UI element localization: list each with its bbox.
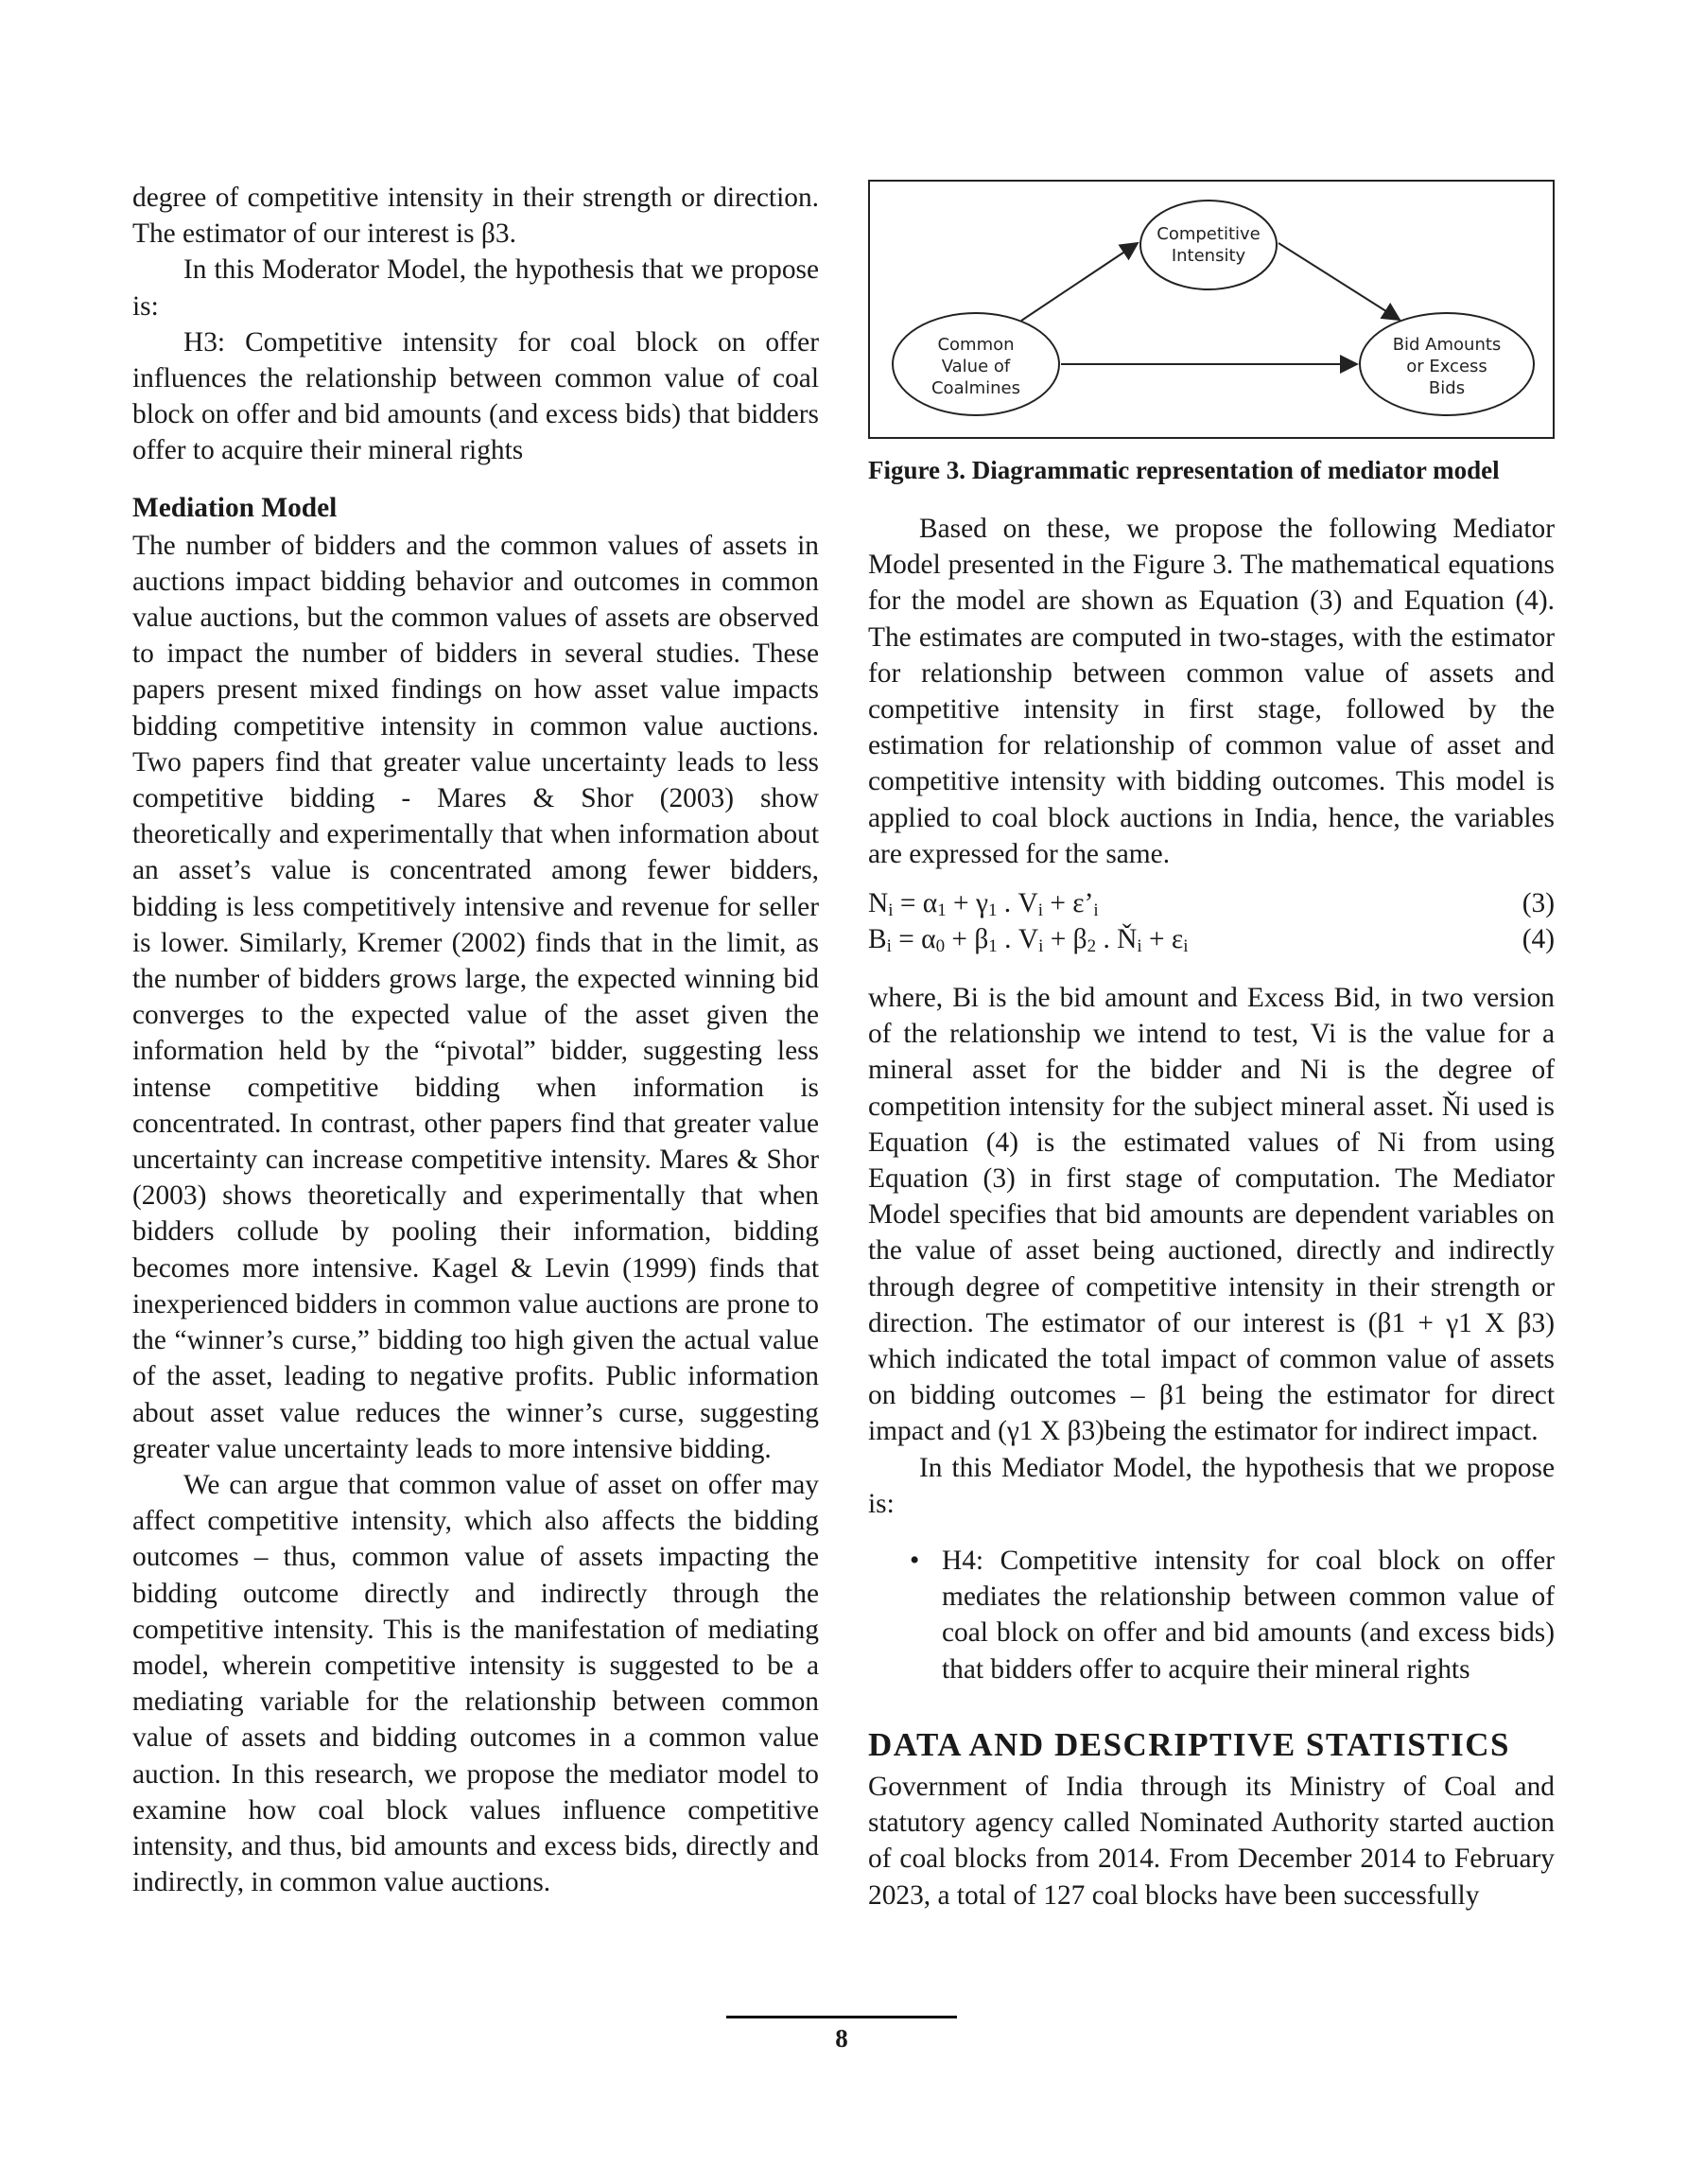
right-column [868,180,1555,1913]
paragraph: where, Bi is the bid amount and Excess Bid, in two version of the relationship we intend to test, Vi is the value for a mineral asset for the bidder and Ni is the degree of competition intensity for the subject mineral asset. Ňi used is Equation (4) is the estimated values of Ni from using Equation (3) in first stage of computation. The Mediator Model specifies that bid amounts are dependent variables on the value of asset being auctioned, directly and indirectly through degree of competitive intensity in their strength or direction. The estimator of our interest is (β1 + γ1 X β3) which indicated the total impact of common value of assets on bidding outcomes – β1 being the estimator for direct impact and (γ1 X β3)being the estimator for indirect impact. [868,983,1555,1447]
arrow-value-to-intensity [1021,243,1138,321]
paragraph: Government of India through its Ministry of Coal and statutory agency called Nominated Authority started auction of coal blocks from 2014. From December 2014 to February 2023, a total of 127 coal blocks have been successfully [868,1771,1555,1911]
diagram-svg [870,182,1553,437]
equation-3-body: $N_i = \alpha_1 + \gamma_1$ . $V_i$ + $\varepsilon’_i$ [868,888,1099,921]
left-column [132,180,819,1900]
node-label: or Excess [1406,357,1487,376]
page-number: 8 [835,2024,848,2053]
node-label: Value of [941,357,1011,376]
paragraph: Based on these, we propose the following Mediator Model presented in the Figure 3. The mathematical equations for the model are shown as Equation (3) and Equation (4). The estimates are computed in two-stages, with the estimator for relationship between common value of assets and competitive intensity in first stage, followed by the estimation for relationship of common value of asset and competitive intensity with bidding outcomes. This model is applied to coal block auctions in India, hence, the variables are expressed for the same. [868,514,1555,869]
node-label: Competitive [1157,224,1261,244]
paragraph: We can argue that common value of asset on offer may affect competitive intensity, which also affects the bidding outcomes – thus, common value of assets impacting the bidding outcome directly and indirectly through the competitive intensity. This is the manifestation of mediating model, wherein competitive intensity is suggested to be a mediating variable for the relationship between common value of assets and bidding outcomes in a common value auction. In this research, we propose the mediator model to examine how coal block values influence competitive intensity, and thus, bid amounts and excess bids, directly and indirectly, in common value auctions. [132,1469,819,1898]
node-label: Bids [1428,378,1466,398]
node-label: Intensity [1171,246,1246,266]
paragraph: The number of bidders and the common values of assets in auctions impact bidding behavior and outcomes in common value auctions, but the common values of assets are observed to impact the number of bidders in several studies. These papers present mixed findings on how asset value impacts bidding competitive intensity in common value auctions. Two papers find that greater value uncertainty leads to less competitive bidding - Mares & Shor (2003) show theoretically and experimentally that when information about an asset’s value is concentrated among fewer bidders, bidding is less competitively intensive and revenue for seller is lower. Similarly, Kremer (2002) finds that in the limit, as the number of bidders grows large, the expected winning bid converges to the expected value of the asset given the information held by the “pivotal” bidder, suggesting less intense competitive bidding when information is concentrated. In contrast, other papers find that greater value uncertainty can increase competitive intensity. Mares & Shor (2003) shows theoretically and experimentally that when bidders collude by pooling their information, bidding becomes more intensive. Kagel & Levin (1999) finds that inexperienced bidders in common value auctions are prone to the “winner’s curse,” bidding too high given the actual value of the asset, leading to negative profits. Public information about asset value reduces the winner’s curse, suggesting greater value uncertainty leads to more intensive bidding. [132,530,819,1464]
equation-4-number: (4) [1522,924,1555,955]
node-competitive-intensity [1140,201,1277,289]
arrow-intensity-to-bids [1278,243,1400,320]
node-label: Common [937,335,1015,355]
equation-3-number: (3) [1522,888,1555,919]
section-heading-data: DATA AND DESCRIPTIVE STATISTICS [868,1725,1510,1763]
hypothesis-list [868,1543,1555,1687]
equation-4 [868,921,1555,957]
paragraph: In this Mediator Model, the hypothesis that we propose is: [868,1452,1555,1519]
hypothesis-h4: • H4: Competitive intensity for coal block on offer mediates the relationship between common value of coal block on offer and bid amounts (and excess bids) that bidders offer to acquire their mineral rights [910,1543,1555,1687]
mediator-model-diagram [868,180,1555,439]
hypothesis-h3: H3: Competitive intensity for coal block on offer influences the relationship between common value of coal block on offer and bid amounts (and excess bids) that bidders offer to acquire their mineral rights [132,326,819,466]
equation-3 [868,885,1555,921]
equation-4-body: $B_i = \alpha_0 + \beta_1$ . $V_i + \beta_2$ . $Ň_i + \varepsilon_i$ [868,924,1189,957]
node-label: Bid Amounts [1392,335,1502,355]
node-label: Coalmines [930,378,1021,398]
paragraph: In this Moderator Model, the hypothesis that we propose is: [132,254,819,322]
section-heading-mediation-model: Mediation Model [132,492,338,523]
equations [868,885,1555,957]
footer-rule [726,2016,957,2018]
figure-caption: Figure 3. Diagrammatic representation of mediator model [868,456,1500,484]
paragraph: degree of competitive intensity in their strength or direction. The estimator of our interest is β3. [132,183,819,250]
